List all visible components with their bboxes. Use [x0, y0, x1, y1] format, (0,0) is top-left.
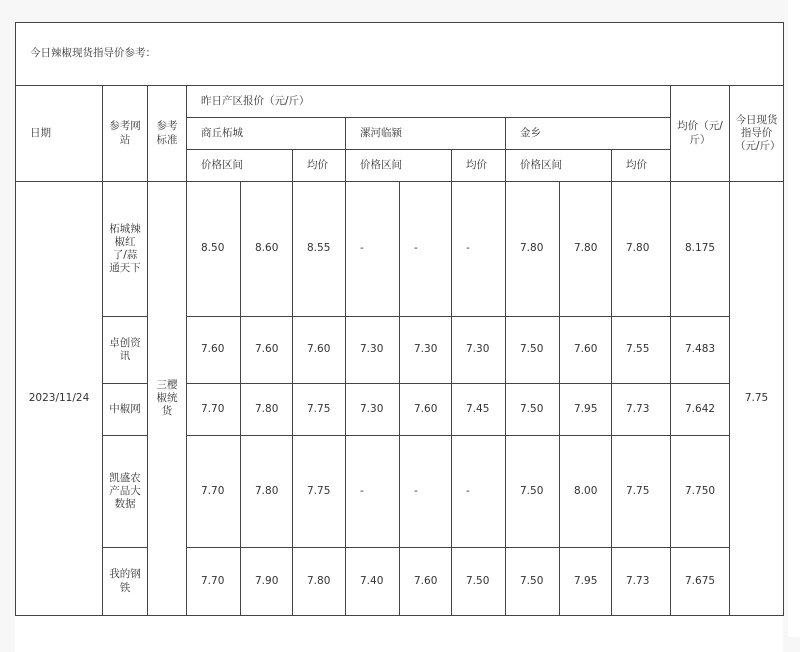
- avg-cell: 8.175: [671, 182, 730, 317]
- price-cell: 7.50: [506, 384, 560, 436]
- price-cell: 7.80: [506, 182, 560, 317]
- price-cell: 7.70: [187, 384, 241, 436]
- header-region-jinxiang: 金乡: [506, 118, 671, 150]
- price-cell: -: [400, 436, 452, 548]
- price-cell: 7.60: [400, 384, 452, 436]
- price-cell: 7.60: [241, 317, 293, 384]
- header-price-range: 价格区间: [187, 150, 293, 182]
- price-cell: 7.80: [241, 436, 293, 548]
- price-cell: -: [452, 436, 506, 548]
- price-cell: 7.80: [560, 182, 612, 317]
- price-cell: 7.30: [400, 317, 452, 384]
- price-cell: 7.60: [560, 317, 612, 384]
- header-date: 日期: [16, 86, 103, 182]
- price-cell: 7.60: [293, 317, 346, 384]
- table-row: [16, 182, 784, 317]
- avg-cell: 7.675: [671, 548, 730, 616]
- price-cell: 7.30: [452, 317, 506, 384]
- avg-cell: 7.483: [671, 317, 730, 384]
- price-cell: 7.70: [187, 548, 241, 616]
- price-cell: 7.45: [452, 384, 506, 436]
- header-avg: 均价: [452, 150, 506, 182]
- avg-cell: 7.750: [671, 436, 730, 548]
- price-table-card: [15, 22, 783, 652]
- price-cell: 7.55: [612, 317, 671, 384]
- price-cell: 7.73: [612, 548, 671, 616]
- table-row: [16, 436, 784, 548]
- header-standard: 参考标准: [148, 86, 187, 182]
- header-yesterday-group: 昨日产区报价（元/斤）: [187, 86, 671, 118]
- price-cell: 7.75: [612, 436, 671, 548]
- table-row: [16, 384, 784, 436]
- price-cell: 7.60: [400, 548, 452, 616]
- site-cell: 我的钢铁: [103, 548, 148, 616]
- header-avg-unit: 均价（元/斤）: [671, 86, 730, 182]
- price-cell: -: [452, 182, 506, 317]
- header-region-shangqiu: 商丘柘城: [187, 118, 346, 150]
- price-cell: 7.90: [241, 548, 293, 616]
- header-price-range: 价格区间: [346, 150, 452, 182]
- header-region-luohe: 漯河临颍: [346, 118, 506, 150]
- table-title: 今日辣椒现货指导价参考：: [16, 23, 784, 86]
- standard-cell: 三樱椒统货: [148, 182, 187, 616]
- price-cell: 7.75: [293, 436, 346, 548]
- price-cell: 7.80: [612, 182, 671, 317]
- header-price-range: 价格区间: [506, 150, 612, 182]
- site-cell: 凯盛农产品大数据: [103, 436, 148, 548]
- price-cell: 7.70: [187, 436, 241, 548]
- table-row: [16, 548, 784, 616]
- header-site: 参考网站: [103, 86, 148, 182]
- price-cell: 7.80: [241, 384, 293, 436]
- price-cell: 8.60: [241, 182, 293, 317]
- price-table: [15, 22, 784, 616]
- price-cell: 7.50: [506, 436, 560, 548]
- price-cell: 7.30: [346, 384, 400, 436]
- header-avg: 均价: [293, 150, 346, 182]
- price-cell: 7.95: [560, 548, 612, 616]
- table-row: [16, 317, 784, 384]
- page-edge: [788, 0, 800, 637]
- price-cell: 7.60: [187, 317, 241, 384]
- price-cell: 7.40: [346, 548, 400, 616]
- price-cell: 7.95: [560, 384, 612, 436]
- price-cell: 7.50: [506, 317, 560, 384]
- price-cell: 7.50: [506, 548, 560, 616]
- price-cell: 7.50: [452, 548, 506, 616]
- price-cell: 8.55: [293, 182, 346, 317]
- price-cell: -: [346, 182, 400, 317]
- price-cell: 8.50: [187, 182, 241, 317]
- site-cell: 柘城辣椒红了/蒜通天下: [103, 182, 148, 317]
- price-cell: 7.30: [346, 317, 400, 384]
- price-cell: 7.73: [612, 384, 671, 436]
- price-cell: 8.00: [560, 436, 612, 548]
- price-cell: 7.75: [293, 384, 346, 436]
- price-cell: -: [400, 182, 452, 317]
- header-avg: 均价: [612, 150, 671, 182]
- price-cell: 7.80: [293, 548, 346, 616]
- header-today-guide: 今日现货指导价（元/斤）: [730, 86, 784, 182]
- price-cell: -: [346, 436, 400, 548]
- date-cell: 2023/11/24: [16, 182, 103, 616]
- site-cell: 卓创资讯: [103, 317, 148, 384]
- avg-cell: 7.642: [671, 384, 730, 436]
- site-cell: 中椒网: [103, 384, 148, 436]
- today-price-cell: 7.75: [730, 182, 784, 616]
